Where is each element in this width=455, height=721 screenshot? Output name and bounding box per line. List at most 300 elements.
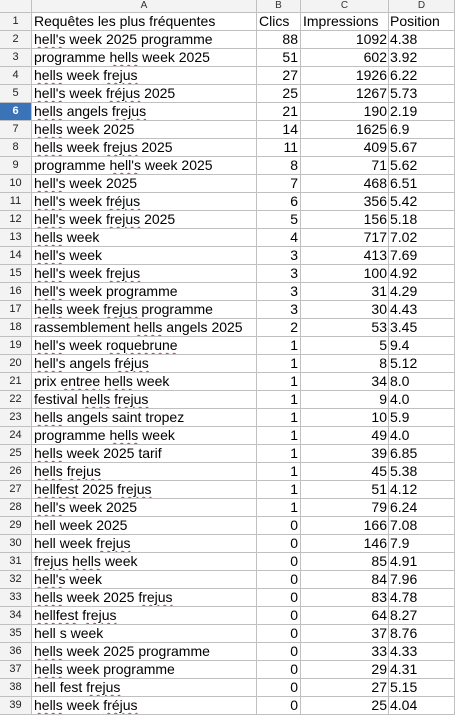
query-word: hell's bbox=[34, 247, 66, 263]
cell-c6[interactable]: 190 bbox=[301, 103, 389, 121]
cell-c4[interactable]: 1926 bbox=[301, 67, 389, 85]
cell-b19[interactable]: 1 bbox=[257, 337, 301, 355]
query-word: frejus bbox=[114, 391, 149, 407]
query-word: frejus bbox=[82, 607, 117, 623]
cell-d6[interactable]: 2.19 bbox=[389, 103, 455, 121]
table-row bbox=[0, 175, 455, 193]
row-number[interactable]: 33 bbox=[0, 589, 32, 607]
cell-a7[interactable] bbox=[32, 121, 257, 139]
cell-b18[interactable]: 2 bbox=[257, 319, 301, 337]
cell-c39[interactable]: 25 bbox=[301, 697, 389, 715]
cell-c11[interactable]: 356 bbox=[301, 193, 389, 211]
cell-b1[interactable]: Clics bbox=[257, 13, 301, 31]
cell-a39[interactable] bbox=[32, 697, 257, 715]
column-header-row bbox=[0, 0, 455, 13]
cell-d13[interactable]: 7.02 bbox=[389, 229, 455, 247]
query-word: hell's bbox=[34, 355, 66, 371]
cell-d39[interactable]: 4.04 bbox=[389, 697, 455, 715]
row-number[interactable]: 10 bbox=[0, 175, 32, 193]
table-row bbox=[0, 571, 455, 589]
table-row bbox=[0, 463, 455, 481]
cell-b38[interactable]: 0 bbox=[257, 679, 301, 697]
row-number[interactable]: 4 bbox=[0, 67, 32, 85]
query-word: programme bbox=[34, 157, 106, 173]
query-word: week bbox=[69, 175, 103, 191]
cell-c36[interactable]: 33 bbox=[301, 643, 389, 661]
cell-a9[interactable] bbox=[32, 157, 257, 175]
cell-a13[interactable] bbox=[32, 229, 257, 247]
cell-b5[interactable]: 25 bbox=[257, 85, 301, 103]
table-row bbox=[0, 67, 455, 85]
query-word: week bbox=[142, 49, 175, 65]
row-number[interactable]: 32 bbox=[0, 571, 32, 589]
cell-a17[interactable] bbox=[32, 301, 257, 319]
query-word: hell's bbox=[34, 337, 66, 353]
row-number[interactable]: 5 bbox=[0, 85, 32, 103]
cell-a33[interactable] bbox=[32, 589, 257, 607]
query-word: hells bbox=[34, 643, 63, 659]
cell-c24[interactable]: 49 bbox=[301, 427, 389, 445]
query-word: 2025 bbox=[105, 31, 138, 47]
query-word: hell's bbox=[34, 265, 66, 281]
table-row bbox=[0, 517, 455, 535]
query-word: frejus bbox=[138, 589, 173, 605]
cell-c34[interactable]: 64 bbox=[301, 607, 389, 625]
cell-a4[interactable] bbox=[32, 67, 257, 85]
query-word: hells bbox=[72, 553, 101, 569]
row-number[interactable]: 21 bbox=[0, 373, 32, 391]
cell-a11[interactable] bbox=[32, 193, 257, 211]
cell-d25[interactable]: 6.85 bbox=[389, 445, 455, 463]
query-word: 2025 bbox=[103, 121, 135, 137]
query-word: frejus bbox=[86, 679, 121, 695]
query-word: frejus bbox=[96, 535, 131, 551]
query-word: hell bbox=[34, 625, 56, 641]
row-number[interactable]: 8 bbox=[0, 139, 32, 157]
cell-d7[interactable]: 6.9 bbox=[389, 121, 455, 139]
select-all-corner[interactable] bbox=[0, 0, 32, 13]
row-number[interactable]: 38 bbox=[0, 679, 32, 697]
cell-c1[interactable]: Impressions bbox=[301, 13, 389, 31]
cell-a1[interactable]: Requêtes les plus fréquentes bbox=[32, 13, 257, 31]
cell-a38[interactable] bbox=[32, 679, 257, 697]
query-word: hells bbox=[34, 697, 63, 713]
cell-d30[interactable]: 7.9 bbox=[389, 535, 455, 553]
row-number[interactable]: 12 bbox=[0, 211, 32, 229]
cell-b7[interactable]: 14 bbox=[257, 121, 301, 139]
cell-c32[interactable]: 84 bbox=[301, 571, 389, 589]
query-word: hell's bbox=[109, 157, 141, 173]
column-header-d[interactable]: D bbox=[389, 0, 455, 13]
query-word: hells bbox=[109, 427, 139, 443]
cell-d2[interactable]: 4.38 bbox=[389, 31, 455, 49]
cell-b26[interactable]: 1 bbox=[257, 463, 301, 481]
table-row bbox=[0, 391, 455, 409]
cell-b30[interactable]: 0 bbox=[257, 535, 301, 553]
query-word: saint bbox=[111, 409, 142, 425]
cell-a21[interactable] bbox=[32, 373, 257, 391]
query-word: week bbox=[66, 229, 100, 245]
row-number[interactable]: 39 bbox=[0, 697, 32, 715]
row-number[interactable]: 27 bbox=[0, 481, 32, 499]
cell-a6[interactable] bbox=[32, 103, 257, 121]
cell-b16[interactable]: 3 bbox=[257, 283, 301, 301]
cell-a30[interactable] bbox=[32, 535, 257, 553]
cell-a28[interactable] bbox=[32, 499, 257, 517]
cell-a29[interactable] bbox=[32, 517, 257, 535]
cell-b32[interactable]: 0 bbox=[257, 571, 301, 589]
cell-c38[interactable]: 27 bbox=[301, 679, 389, 697]
cell-a2[interactable] bbox=[32, 31, 257, 49]
cell-b34[interactable]: 0 bbox=[257, 607, 301, 625]
table-row bbox=[0, 85, 455, 103]
cell-b33[interactable]: 0 bbox=[257, 589, 301, 607]
query-word: fréjus bbox=[114, 355, 149, 371]
cell-b2[interactable]: 88 bbox=[257, 31, 301, 49]
cell-d11[interactable]: 5.42 bbox=[389, 193, 455, 211]
cell-d38[interactable]: 5.15 bbox=[389, 679, 455, 697]
query-word: entree bbox=[60, 373, 101, 389]
cell-c25[interactable]: 39 bbox=[301, 445, 389, 463]
query-word: week bbox=[69, 337, 103, 353]
cell-c21[interactable]: 34 bbox=[301, 373, 389, 391]
cell-c28[interactable]: 79 bbox=[301, 499, 389, 517]
cell-b17[interactable]: 3 bbox=[257, 301, 301, 319]
query-word: week bbox=[69, 211, 103, 227]
cell-d34[interactable]: 8.27 bbox=[389, 607, 455, 625]
cell-c23[interactable]: 10 bbox=[301, 409, 389, 427]
query-word: week bbox=[69, 571, 103, 587]
cell-b10[interactable]: 7 bbox=[257, 175, 301, 193]
query-word: frejus bbox=[111, 103, 147, 119]
column-header-a[interactable]: A bbox=[32, 0, 257, 13]
cell-d22[interactable]: 4.0 bbox=[389, 391, 455, 409]
cell-d8[interactable]: 5.67 bbox=[389, 139, 455, 157]
cell-c2[interactable]: 1092 bbox=[301, 31, 389, 49]
query-word: frejus bbox=[105, 211, 141, 227]
row-number[interactable]: 23 bbox=[0, 409, 32, 427]
cell-a8[interactable] bbox=[32, 139, 257, 157]
row-number[interactable]: 20 bbox=[0, 355, 32, 373]
cell-c8[interactable]: 409 bbox=[301, 139, 389, 157]
cell-c10[interactable]: 468 bbox=[301, 175, 389, 193]
cell-d28[interactable]: 6.24 bbox=[389, 499, 455, 517]
row-number[interactable]: 22 bbox=[0, 391, 32, 409]
cell-c31[interactable]: 85 bbox=[301, 553, 389, 571]
row-number[interactable]: 37 bbox=[0, 661, 32, 679]
cell-b28[interactable]: 1 bbox=[257, 499, 301, 517]
cell-b37[interactable]: 0 bbox=[257, 661, 301, 679]
query-word: week bbox=[66, 67, 100, 83]
table-row bbox=[0, 301, 455, 319]
query-word: prix bbox=[34, 373, 57, 389]
table-row bbox=[0, 661, 455, 679]
cell-b14[interactable]: 3 bbox=[257, 247, 301, 265]
cell-b9[interactable]: 8 bbox=[257, 157, 301, 175]
query-word: fréjus bbox=[105, 193, 141, 209]
row-number[interactable]: 35 bbox=[0, 625, 32, 643]
row-number[interactable]: 30 bbox=[0, 535, 32, 553]
query-word: frejus bbox=[103, 301, 138, 317]
table-row bbox=[0, 31, 455, 49]
query-word: programme bbox=[103, 661, 175, 677]
cell-b20[interactable]: 1 bbox=[257, 355, 301, 373]
row-number[interactable]: 6 bbox=[0, 103, 32, 121]
cell-b36[interactable]: 0 bbox=[257, 643, 301, 661]
cell-b11[interactable]: 6 bbox=[257, 193, 301, 211]
row-number[interactable]: 2 bbox=[0, 31, 32, 49]
query-word: hells bbox=[34, 67, 63, 83]
cell-a32[interactable] bbox=[32, 571, 257, 589]
cell-d19[interactable]: 9.4 bbox=[389, 337, 455, 355]
cell-d10[interactable]: 6.51 bbox=[389, 175, 455, 193]
cell-a34[interactable] bbox=[32, 607, 257, 625]
query-word: programme bbox=[138, 643, 210, 659]
table-row bbox=[0, 247, 455, 265]
query-word: week bbox=[104, 553, 138, 569]
cell-d23[interactable]: 5.9 bbox=[389, 409, 455, 427]
cell-b25[interactable]: 1 bbox=[257, 445, 301, 463]
cell-b39[interactable]: 0 bbox=[257, 697, 301, 715]
query-word: 2025 bbox=[105, 499, 138, 515]
table-row bbox=[0, 319, 455, 337]
cell-c35[interactable]: 37 bbox=[301, 625, 389, 643]
cell-c15[interactable]: 100 bbox=[301, 265, 389, 283]
cell-a37[interactable] bbox=[32, 661, 257, 679]
cell-c37[interactable]: 29 bbox=[301, 661, 389, 679]
query-word: week bbox=[66, 697, 100, 713]
cell-c33[interactable]: 83 bbox=[301, 589, 389, 607]
query-word: hell bbox=[34, 679, 56, 695]
cell-b6[interactable]: 21 bbox=[257, 103, 301, 121]
cell-b31[interactable]: 0 bbox=[257, 553, 301, 571]
row-number[interactable]: 3 bbox=[0, 49, 32, 67]
cell-a18[interactable] bbox=[32, 319, 257, 337]
cell-b15[interactable]: 3 bbox=[257, 265, 301, 283]
table-row bbox=[0, 265, 455, 283]
cell-a24[interactable] bbox=[32, 427, 257, 445]
cell-b24[interactable]: 1 bbox=[257, 427, 301, 445]
cell-d18[interactable]: 3.45 bbox=[389, 319, 455, 337]
query-word: frejus bbox=[103, 139, 138, 155]
cell-a27[interactable] bbox=[32, 481, 257, 499]
query-word: hells bbox=[34, 139, 63, 155]
cell-d3[interactable]: 3.92 bbox=[389, 49, 455, 67]
query-word: hellfest bbox=[34, 481, 79, 497]
cell-d21[interactable]: 8.0 bbox=[389, 373, 455, 391]
query-word: 2025 bbox=[178, 49, 210, 65]
query-word: hell's bbox=[34, 211, 66, 227]
cell-a36[interactable] bbox=[32, 643, 257, 661]
table-row bbox=[0, 481, 455, 499]
cell-d12[interactable]: 5.18 bbox=[389, 211, 455, 229]
query-word: programme bbox=[105, 283, 178, 299]
cell-d1[interactable]: Position bbox=[389, 13, 455, 31]
query-word: hell's bbox=[34, 499, 66, 515]
cell-a16[interactable] bbox=[32, 283, 257, 301]
cell-a10[interactable] bbox=[32, 175, 257, 193]
row-number[interactable]: 36 bbox=[0, 643, 32, 661]
column-header-c[interactable]: C bbox=[301, 0, 389, 13]
row-number[interactable]: 1 bbox=[0, 13, 32, 31]
row-number[interactable]: 29 bbox=[0, 517, 32, 535]
column-header-b[interactable]: B bbox=[257, 0, 301, 13]
cell-b27[interactable]: 1 bbox=[257, 481, 301, 499]
query-word: frejus bbox=[34, 553, 69, 569]
row-number[interactable]: 28 bbox=[0, 499, 32, 517]
query-word: hells bbox=[34, 463, 63, 479]
row-number[interactable]: 34 bbox=[0, 607, 32, 625]
query-word: hell's bbox=[34, 193, 66, 209]
query-word: week bbox=[66, 589, 100, 605]
row-number[interactable]: 7 bbox=[0, 121, 32, 139]
table-row bbox=[0, 553, 455, 571]
cell-d29[interactable]: 7.08 bbox=[389, 517, 455, 535]
query-word: 2025 bbox=[103, 589, 135, 605]
cell-d32[interactable]: 7.96 bbox=[389, 571, 455, 589]
cell-a26[interactable] bbox=[32, 463, 257, 481]
cell-b3[interactable]: 51 bbox=[257, 49, 301, 67]
cell-c22[interactable]: 9 bbox=[301, 391, 389, 409]
query-word: week bbox=[59, 517, 93, 533]
cell-c12[interactable]: 156 bbox=[301, 211, 389, 229]
cell-a19[interactable] bbox=[32, 337, 257, 355]
cell-c29[interactable]: 166 bbox=[301, 517, 389, 535]
cell-a14[interactable] bbox=[32, 247, 257, 265]
query-word: fréjus bbox=[103, 697, 138, 713]
cell-d4[interactable]: 6.22 bbox=[389, 67, 455, 85]
cell-c3[interactable]: 602 bbox=[301, 49, 389, 67]
table-row bbox=[0, 607, 455, 625]
cell-a3[interactable] bbox=[32, 49, 257, 67]
cell-d17[interactable]: 4.43 bbox=[389, 301, 455, 319]
cell-a31[interactable] bbox=[32, 553, 257, 571]
query-word: week bbox=[59, 535, 93, 551]
cell-b29[interactable]: 0 bbox=[257, 517, 301, 535]
table-row bbox=[0, 355, 455, 373]
table-row bbox=[0, 643, 455, 661]
cell-a25[interactable] bbox=[32, 445, 257, 463]
cell-d5[interactable]: 5.73 bbox=[389, 85, 455, 103]
query-word: festival bbox=[34, 391, 78, 407]
cell-a22[interactable] bbox=[32, 391, 257, 409]
query-word: hell's bbox=[34, 31, 66, 47]
query-word: hells bbox=[34, 229, 63, 245]
cell-c18[interactable]: 53 bbox=[301, 319, 389, 337]
row-number[interactable]: 13 bbox=[0, 229, 32, 247]
query-word: hells bbox=[133, 319, 163, 335]
cell-d16[interactable]: 4.29 bbox=[389, 283, 455, 301]
row-number[interactable]: 16 bbox=[0, 283, 32, 301]
cell-c16[interactable]: 31 bbox=[301, 283, 389, 301]
table-row bbox=[0, 697, 455, 715]
query-word: programme bbox=[141, 301, 213, 317]
query-word: angels bbox=[166, 319, 208, 335]
query-word: 2025 bbox=[144, 85, 176, 101]
row-number[interactable]: 17 bbox=[0, 301, 32, 319]
cell-d15[interactable]: 4.92 bbox=[389, 265, 455, 283]
row-number[interactable]: 19 bbox=[0, 337, 32, 355]
row-number[interactable]: 25 bbox=[0, 445, 32, 463]
cell-b22[interactable]: 1 bbox=[257, 391, 301, 409]
query-word: week bbox=[69, 499, 103, 515]
cell-a23[interactable] bbox=[32, 409, 257, 427]
cell-a35[interactable] bbox=[32, 625, 257, 643]
cell-c26[interactable]: 45 bbox=[301, 463, 389, 481]
cell-a15[interactable] bbox=[32, 265, 257, 283]
row-number[interactable]: 9 bbox=[0, 157, 32, 175]
cell-c9[interactable]: 71 bbox=[301, 157, 389, 175]
table-row bbox=[0, 121, 455, 139]
cell-c5[interactable]: 1267 bbox=[301, 85, 389, 103]
table-row bbox=[0, 373, 455, 391]
cell-a12[interactable] bbox=[32, 211, 257, 229]
cell-c20[interactable]: 8 bbox=[301, 355, 389, 373]
query-word: 2025 bbox=[96, 517, 128, 533]
cell-c17[interactable]: 30 bbox=[301, 301, 389, 319]
cell-b23[interactable]: 1 bbox=[257, 409, 301, 427]
query-word: hells bbox=[81, 391, 111, 407]
query-word: hells bbox=[34, 103, 63, 119]
row-number[interactable]: 18 bbox=[0, 319, 32, 337]
query-word: tarif bbox=[138, 445, 162, 461]
cell-b4[interactable]: 27 bbox=[257, 67, 301, 85]
query-word: fréjus bbox=[105, 85, 141, 101]
cell-d26[interactable]: 5.38 bbox=[389, 463, 455, 481]
query-word: week bbox=[69, 31, 103, 47]
cell-d36[interactable]: 4.33 bbox=[389, 643, 455, 661]
row-number[interactable]: 26 bbox=[0, 463, 32, 481]
row-number[interactable]: 31 bbox=[0, 553, 32, 571]
cell-d27[interactable]: 4.12 bbox=[389, 481, 455, 499]
cell-c19[interactable]: 5 bbox=[301, 337, 389, 355]
cell-b8[interactable]: 11 bbox=[257, 139, 301, 157]
cell-a20[interactable] bbox=[32, 355, 257, 373]
cell-d33[interactable]: 4.78 bbox=[389, 589, 455, 607]
query-word: tropez bbox=[145, 409, 185, 425]
cell-d20[interactable]: 5.12 bbox=[389, 355, 455, 373]
row-number[interactable]: 15 bbox=[0, 265, 32, 283]
query-word: hell bbox=[34, 535, 56, 551]
cell-b21[interactable]: 1 bbox=[257, 373, 301, 391]
cell-c30[interactable]: 146 bbox=[301, 535, 389, 553]
row-number[interactable]: 14 bbox=[0, 247, 32, 265]
cell-c14[interactable]: 413 bbox=[301, 247, 389, 265]
query-word: frejus bbox=[103, 67, 138, 83]
row-number[interactable]: 11 bbox=[0, 193, 32, 211]
cell-b12[interactable]: 5 bbox=[257, 211, 301, 229]
row-number[interactable]: 24 bbox=[0, 427, 32, 445]
cell-b35[interactable]: 0 bbox=[257, 625, 301, 643]
cell-d35[interactable]: 8.76 bbox=[389, 625, 455, 643]
cell-c13[interactable]: 717 bbox=[301, 229, 389, 247]
cell-c27[interactable]: 51 bbox=[301, 481, 389, 499]
cell-c7[interactable]: 1625 bbox=[301, 121, 389, 139]
cell-b13[interactable]: 4 bbox=[257, 229, 301, 247]
cell-a5[interactable] bbox=[32, 85, 257, 103]
query-word: angels bbox=[66, 103, 108, 119]
cell-d9[interactable]: 5.62 bbox=[389, 157, 455, 175]
cell-d37[interactable]: 4.31 bbox=[389, 661, 455, 679]
query-word: hells bbox=[104, 373, 133, 389]
query-word: 2025 bbox=[211, 319, 243, 335]
query-word: hell's bbox=[34, 175, 66, 191]
cell-d31[interactable]: 4.91 bbox=[389, 553, 455, 571]
cell-d24[interactable]: 4.0 bbox=[389, 427, 455, 445]
table-row bbox=[0, 445, 455, 463]
cell-d14[interactable]: 7.69 bbox=[389, 247, 455, 265]
query-word: hells bbox=[34, 121, 63, 137]
